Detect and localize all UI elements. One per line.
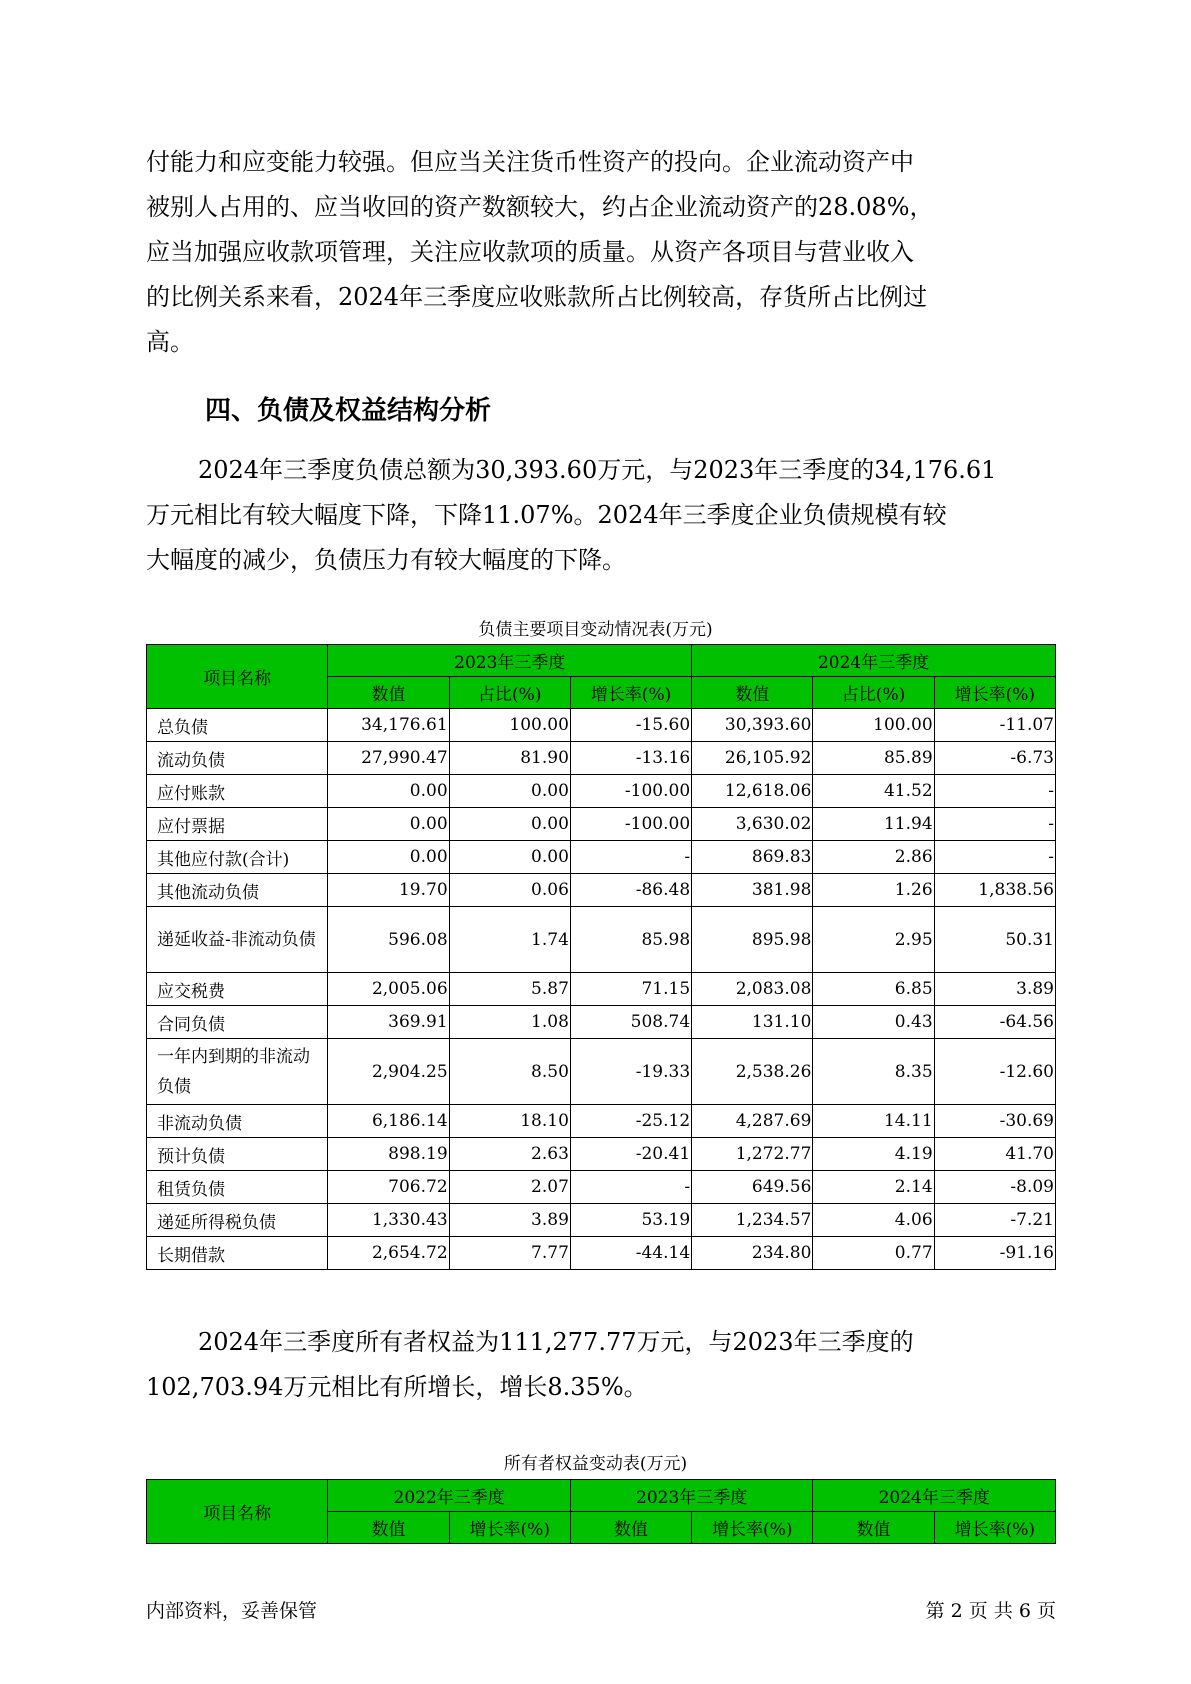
liability-table-body — [147, 709, 1056, 1270]
paragraph-line: 2024年三季度负债总额为30,393.60万元，与2023年三季度的34,176.61 — [198, 456, 997, 484]
table-cell: 4,287.69 — [692, 1105, 813, 1138]
table-cell: 100.00 — [813, 709, 934, 742]
table-cell: 1,272.77 — [692, 1138, 813, 1171]
paragraph-liability-summary — [146, 448, 1056, 583]
table-cell: 898.19 — [328, 1138, 449, 1171]
period-header: 2024年三季度 — [692, 645, 1056, 677]
table-cell: -20.41 — [570, 1138, 691, 1171]
col-header: 数值 — [570, 1512, 691, 1544]
table-cell: 0.00 — [449, 808, 570, 841]
table-cell: -44.14 — [570, 1237, 691, 1270]
liability-table — [146, 644, 1056, 1270]
period-header: 2022年三季度 — [328, 1480, 571, 1512]
col-header: 增长率(%) — [570, 677, 691, 709]
table-cell: 2,083.08 — [692, 973, 813, 1006]
row-item-name: 应付票据 — [147, 808, 328, 841]
table-cell: 0.00 — [328, 841, 449, 874]
table-cell: 6,186.14 — [328, 1105, 449, 1138]
table-cell: 27,990.47 — [328, 742, 449, 775]
row-item-name: 合同负债 — [147, 1006, 328, 1039]
table2-caption: 所有者权益变动表(万元) — [503, 1454, 688, 1474]
row-item-name: 租赁负债 — [147, 1171, 328, 1204]
table-cell: -19.33 — [570, 1039, 691, 1105]
table-cell: 2,654.72 — [328, 1237, 449, 1270]
table-row — [147, 1105, 1056, 1138]
row-item-name: 长期借款 — [147, 1237, 328, 1270]
table-cell: 131.10 — [692, 1006, 813, 1039]
paragraph-line: 被别人占用的、应当收回的资产数额较大，约占企业流动资产的28.08%， — [146, 193, 934, 221]
table-cell: 1,234.57 — [692, 1204, 813, 1237]
table-cell: 7.77 — [449, 1237, 570, 1270]
table-cell: 2.86 — [813, 841, 934, 874]
table-row — [147, 874, 1056, 907]
table-cell: 2.14 — [813, 1171, 934, 1204]
table-cell: 869.83 — [692, 841, 813, 874]
table-cell: -7.21 — [934, 1204, 1055, 1237]
table-cell: 1,838.56 — [934, 874, 1055, 907]
col-header: 数值 — [813, 1512, 934, 1544]
table-cell: 0.06 — [449, 874, 570, 907]
table-cell: 2,904.25 — [328, 1039, 449, 1105]
row-item-name: 流动负债 — [147, 742, 328, 775]
table-cell: 3.89 — [449, 1204, 570, 1237]
table-row — [147, 1204, 1056, 1237]
table-cell: 1.26 — [813, 874, 934, 907]
table-cell: 381.98 — [692, 874, 813, 907]
table-cell: 30,393.60 — [692, 709, 813, 742]
paragraph-line: 的比例关系来看，2024年三季度应收账款所占比例较高，存货所占比例过 — [146, 283, 928, 311]
table-cell: 11.94 — [813, 808, 934, 841]
col-header: 占比(%) — [813, 677, 934, 709]
table-cell: 100.00 — [449, 709, 570, 742]
row-item-name: 一年内到期的非流动负债 — [147, 1039, 328, 1105]
col-header: 数值 — [692, 677, 813, 709]
table-cell: 41.52 — [813, 775, 934, 808]
table-cell: 26,105.92 — [692, 742, 813, 775]
table-cell: 2,005.06 — [328, 973, 449, 1006]
table-cell: 81.90 — [449, 742, 570, 775]
col-header: 增长率(%) — [934, 677, 1055, 709]
table-cell: 0.43 — [813, 1006, 934, 1039]
table-cell: 4.19 — [813, 1138, 934, 1171]
paragraph-line: 高。 — [146, 328, 194, 356]
period-header: 2024年三季度 — [813, 1480, 1056, 1512]
table-cell: 369.91 — [328, 1006, 449, 1039]
table-row — [147, 1138, 1056, 1171]
table-row — [147, 742, 1056, 775]
row-item-name: 其他应付款(合计) — [147, 841, 328, 874]
table-cell: -100.00 — [570, 808, 691, 841]
row-item-name: 非流动负债 — [147, 1105, 328, 1138]
table-cell: 85.98 — [570, 907, 691, 973]
table-row — [147, 973, 1056, 1006]
footer-confidential-note: 内部资料，妥善保管 — [146, 1600, 318, 1622]
paragraph-line: 万元相比有较大幅度下降，下降11.07%。2024年三季度企业负债规模有较 — [146, 501, 947, 529]
row-item-name: 应付账款 — [147, 775, 328, 808]
table-cell: -25.12 — [570, 1105, 691, 1138]
table-cell: -91.16 — [934, 1237, 1055, 1270]
table-row — [147, 709, 1056, 742]
table-cell: 0.00 — [449, 841, 570, 874]
col-header: 增长率(%) — [449, 1512, 570, 1544]
table-cell: 19.70 — [328, 874, 449, 907]
table-cell: 2.95 — [813, 907, 934, 973]
col-header-item-name: 项目名称 — [147, 645, 328, 709]
table-cell: 0.77 — [813, 1237, 934, 1270]
table-cell: 2.07 — [449, 1171, 570, 1204]
row-item-name: 总负债 — [147, 709, 328, 742]
table-cell: 4.06 — [813, 1204, 934, 1237]
table-cell: 234.80 — [692, 1237, 813, 1270]
table-cell: 1.08 — [449, 1006, 570, 1039]
table-cell: -15.60 — [570, 709, 691, 742]
period-header: 2023年三季度 — [570, 1480, 813, 1512]
footer-page-number: 第 2 页 共 6 页 — [925, 1600, 1056, 1622]
table-cell: 706.72 — [328, 1171, 449, 1204]
col-header: 增长率(%) — [934, 1512, 1055, 1544]
col-header: 占比(%) — [449, 677, 570, 709]
table-cell: 3.89 — [934, 973, 1055, 1006]
table-cell: - — [934, 841, 1055, 874]
table-cell: 0.00 — [449, 775, 570, 808]
paragraph-equity-summary — [146, 1320, 1056, 1410]
paragraph-asset-analysis — [146, 140, 1056, 365]
table-cell: -86.48 — [570, 874, 691, 907]
table-cell: -100.00 — [570, 775, 691, 808]
table-cell: -13.16 — [570, 742, 691, 775]
table-cell: -6.73 — [934, 742, 1055, 775]
paragraph-line: 2024年三季度所有者权益为111,277.77万元，与2023年三季度的 — [198, 1328, 914, 1356]
table-cell: -30.69 — [934, 1105, 1055, 1138]
table-cell: -11.07 — [934, 709, 1055, 742]
table-cell: 12,618.06 — [692, 775, 813, 808]
paragraph-line: 付能力和应变能力较强。但应当关注货币性资产的投向。企业流动资产中 — [146, 148, 914, 176]
col-header-item-name: 项目名称 — [147, 1480, 328, 1544]
table-cell: 85.89 — [813, 742, 934, 775]
table-cell: 2.63 — [449, 1138, 570, 1171]
table-cell: - — [570, 1171, 691, 1204]
paragraph-line: 102,703.94万元相比有所增长，增长8.35%。 — [146, 1373, 648, 1401]
col-header: 数值 — [328, 677, 449, 709]
equity-table — [146, 1479, 1056, 1544]
period-header: 2023年三季度 — [328, 645, 692, 677]
table-cell: -8.09 — [934, 1171, 1055, 1204]
table-cell: 596.08 — [328, 907, 449, 973]
row-item-name: 递延收益-非流动负债 — [147, 907, 328, 973]
row-item-name: 递延所得税负债 — [147, 1204, 328, 1237]
table-cell: 6.85 — [813, 973, 934, 1006]
table-row — [147, 1006, 1056, 1039]
table-row — [147, 907, 1056, 973]
table-cell: 41.70 — [934, 1138, 1055, 1171]
table-cell: - — [570, 841, 691, 874]
table-cell: 0.00 — [328, 775, 449, 808]
paragraph-line: 应当加强应收款项管理，关注应收款项的质量。从资产各项目与营业收入 — [146, 238, 914, 266]
table-cell: 14.11 — [813, 1105, 934, 1138]
table-cell: 1,330.43 — [328, 1204, 449, 1237]
table-cell: 2,538.26 — [692, 1039, 813, 1105]
table1-caption: 负债主要项目变动情况表(万元) — [478, 620, 713, 640]
table-cell: 508.74 — [570, 1006, 691, 1039]
table-row — [147, 841, 1056, 874]
row-item-name: 预计负债 — [147, 1138, 328, 1171]
table-cell: 8.35 — [813, 1039, 934, 1105]
table-cell: 1.74 — [449, 907, 570, 973]
table-row — [147, 1237, 1056, 1270]
table-row — [147, 1171, 1056, 1204]
table-cell: -12.60 — [934, 1039, 1055, 1105]
table-cell: 649.56 — [692, 1171, 813, 1204]
section-heading: 四、负债及权益结构分析 — [205, 396, 492, 426]
table-cell: 5.87 — [449, 973, 570, 1006]
col-header: 数值 — [328, 1512, 449, 1544]
table-row — [147, 775, 1056, 808]
table-cell: 18.10 — [449, 1105, 570, 1138]
col-header: 增长率(%) — [692, 1512, 813, 1544]
table-cell: 0.00 — [328, 808, 449, 841]
row-item-name: 应交税费 — [147, 973, 328, 1006]
table-row — [147, 808, 1056, 841]
table-row — [147, 1039, 1056, 1105]
table-cell: 34,176.61 — [328, 709, 449, 742]
paragraph-line: 大幅度的减少，负债压力有较大幅度的下降。 — [146, 546, 626, 574]
table-cell: - — [934, 775, 1055, 808]
table-cell: 53.19 — [570, 1204, 691, 1237]
table-cell: - — [934, 808, 1055, 841]
table-cell: 3,630.02 — [692, 808, 813, 841]
row-item-name: 其他流动负债 — [147, 874, 328, 907]
table-cell: 71.15 — [570, 973, 691, 1006]
table-cell: 895.98 — [692, 907, 813, 973]
table-cell: 50.31 — [934, 907, 1055, 973]
table-cell: 8.50 — [449, 1039, 570, 1105]
table-cell: -64.56 — [934, 1006, 1055, 1039]
